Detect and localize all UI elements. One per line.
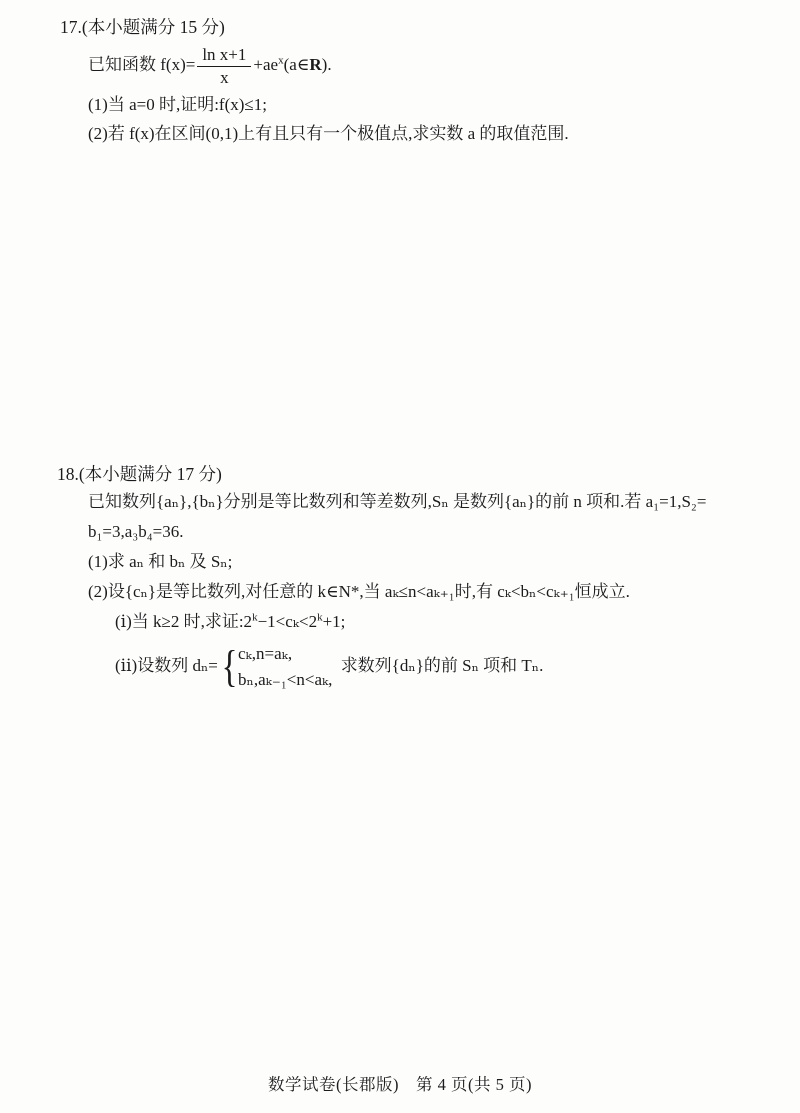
piecewise-rows — [238, 641, 332, 693]
problem-17-part-2: (2)若 f(x)在区间(0,1)上有且只有一个极值点,求实数 a 的取值范围. — [88, 124, 569, 144]
piecewise-case-1: cₖ,n=aₖ, — [238, 644, 293, 663]
subpart-i-seg-2: −1<cₖ<2 — [257, 612, 318, 631]
problem-17-heading: 17.(本小题满分 15 分) — [60, 17, 225, 37]
problem-18-part-1: (1)求 aₙ 和 bₙ 及 Sₙ; — [88, 552, 233, 571]
superscript-x: x — [278, 54, 284, 67]
problem-18-part-2: (2)设{cₙ}是等比数列,对任意的 k∈N*,当 aₖ≤n<aₖ₊₁时,有 cₖ<bₙ<cₖ₊₁恒成立. — [88, 582, 630, 601]
piecewise-case-2: bₙ,aₖ₋₁<n<aₖ, — [238, 670, 333, 689]
piecewise-brace: { — [221, 642, 238, 691]
tail-text: (a∈ — [283, 54, 310, 74]
subpart-i-seg-3: +1; — [322, 612, 346, 631]
intro-prefix: 已知函数 f(x)= — [88, 54, 196, 74]
superscript-k-1: k — [252, 611, 258, 624]
problem-18-subpart-i — [115, 607, 774, 637]
problem-17-intro-line — [88, 45, 774, 87]
problem-18-intro-line-1: 已知数列{aₙ},{bₙ}分别是等比数列和等差数列,Sₙ 是数列{aₙ}的前 n 项和.若 a₁=1,S₂= — [88, 492, 707, 511]
problem-18 — [57, 461, 774, 693]
fraction — [197, 45, 251, 87]
tail-text-2: ). — [321, 54, 332, 74]
fraction-denominator: x — [220, 67, 229, 87]
subpart-ii-suffix: 求数列{dₙ}的前 Sₙ 项和 Tₙ. — [340, 655, 544, 675]
fraction-numerator: ln x+1 — [197, 45, 251, 67]
problem-18-subpart-ii — [115, 641, 774, 693]
page-footer: 数学试卷(长郡版) 第 4 页(共 5 页) — [268, 1075, 532, 1094]
problem-17 — [60, 14, 774, 148]
after-fraction-text: +ae — [253, 54, 279, 74]
problem-17-part-1: (1)当 a=0 时,证明:f(x)≤1; — [88, 95, 267, 115]
problem-18-heading: 18.(本小题满分 17 分) — [57, 464, 222, 484]
problem-17-content — [88, 45, 774, 148]
piecewise-cases — [219, 641, 333, 693]
problem-18-intro-line-2: b₁=3,a₃b₄=36. — [88, 522, 184, 541]
superscript-k-2: k — [317, 611, 323, 624]
subpart-i-seg-1: (ⅰ)当 k≥2 时,求证:2 — [115, 612, 253, 631]
problem-18-content — [88, 487, 774, 693]
bold-R: R — [309, 54, 322, 74]
subpart-ii-prefix: (ⅱ)设数列 dₙ= — [115, 655, 218, 675]
